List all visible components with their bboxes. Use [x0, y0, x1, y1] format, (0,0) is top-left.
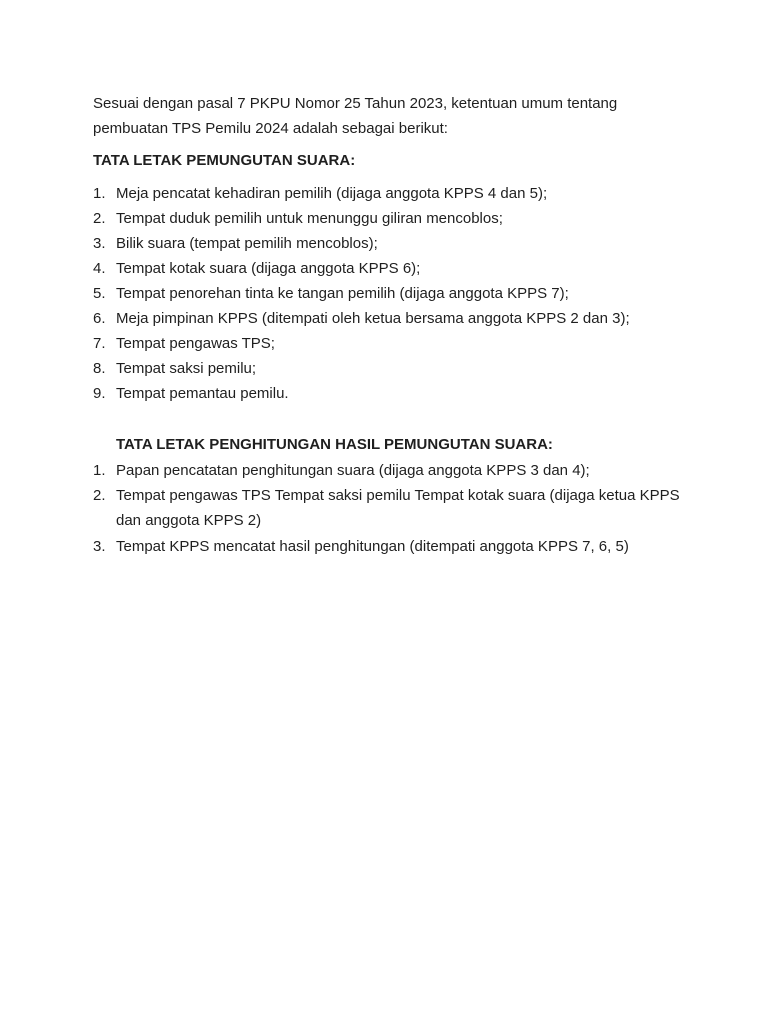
list-item: [93, 256, 683, 281]
penghitungan-list: [93, 458, 683, 559]
list-number: 5.: [93, 285, 106, 302]
section-heading-penghitungan: TATA LETAK PENGHITUNGAN HASIL PEMUNGUTAN SUARA:: [116, 436, 553, 453]
list-item: [93, 381, 683, 406]
list-item: [93, 281, 683, 306]
list-number: 4.: [93, 260, 106, 277]
list-item: [93, 306, 683, 331]
list-item: [93, 181, 683, 206]
list-number: 9.: [93, 385, 106, 402]
list-item-text: Tempat duduk pemilih untuk menunggu giliran mencoblos;: [116, 210, 503, 227]
section-heading-pemungutan: TATA LETAK PEMUNGUTAN SUARA:: [93, 152, 356, 169]
pemungutan-list: [93, 181, 683, 406]
list-item: [93, 483, 683, 533]
intro-paragraph: Sesuai dengan pasal 7 PKPU Nomor 25 Tahun 2023, ketentuan umum tentang pembuatan TPS Pemilu 2024 adalah sebagai berikut:: [93, 95, 618, 137]
list-number: 3.: [93, 538, 106, 555]
list-number: 8.: [93, 360, 106, 377]
list-item: [93, 231, 683, 256]
list-item-text: Tempat pemantau pemilu.: [116, 385, 289, 402]
list-number: 3.: [93, 235, 106, 252]
list-item-text: Meja pencatat kehadiran pemilih (dijaga anggota KPPS 4 dan 5);: [116, 185, 548, 202]
list-number: 2.: [93, 487, 106, 504]
list-item-text: Tempat penorehan tinta ke tangan pemilih (dijaga anggota KPPS 7);: [116, 285, 569, 302]
list-item: [93, 206, 683, 231]
list-number: 1.: [93, 462, 106, 479]
list-item-text: Tempat kotak suara (dijaga anggota KPPS 6);: [116, 260, 421, 277]
list-item: [93, 331, 683, 356]
list-item: [93, 458, 683, 483]
list-number: 1.: [93, 185, 106, 202]
list-item-text: Tempat pengawas TPS;: [116, 335, 275, 352]
list-item-text: Papan pencatatan penghitungan suara (dijaga anggota KPPS 3 dan 4);: [116, 462, 590, 479]
list-item: [93, 534, 683, 559]
list-item: [93, 356, 683, 381]
list-number: 6.: [93, 310, 106, 327]
list-item-text: Tempat KPPS mencatat hasil penghitungan (ditempati anggota KPPS 7, 6, 5): [116, 538, 629, 555]
list-number: 7.: [93, 335, 106, 352]
list-item-text: Tempat pengawas TPS Tempat saksi pemilu Tempat kotak suara (dijaga ketua KPPS dan anggota KPPS 2): [116, 487, 680, 529]
list-item-text: Meja pimpinan KPPS (ditempati oleh ketua bersama anggota KPPS 2 dan 3);: [116, 310, 630, 327]
list-item-text: Bilik suara (tempat pemilih mencoblos);: [116, 235, 378, 252]
list-number: 2.: [93, 210, 106, 227]
list-item-text: Tempat saksi pemilu;: [116, 360, 257, 377]
